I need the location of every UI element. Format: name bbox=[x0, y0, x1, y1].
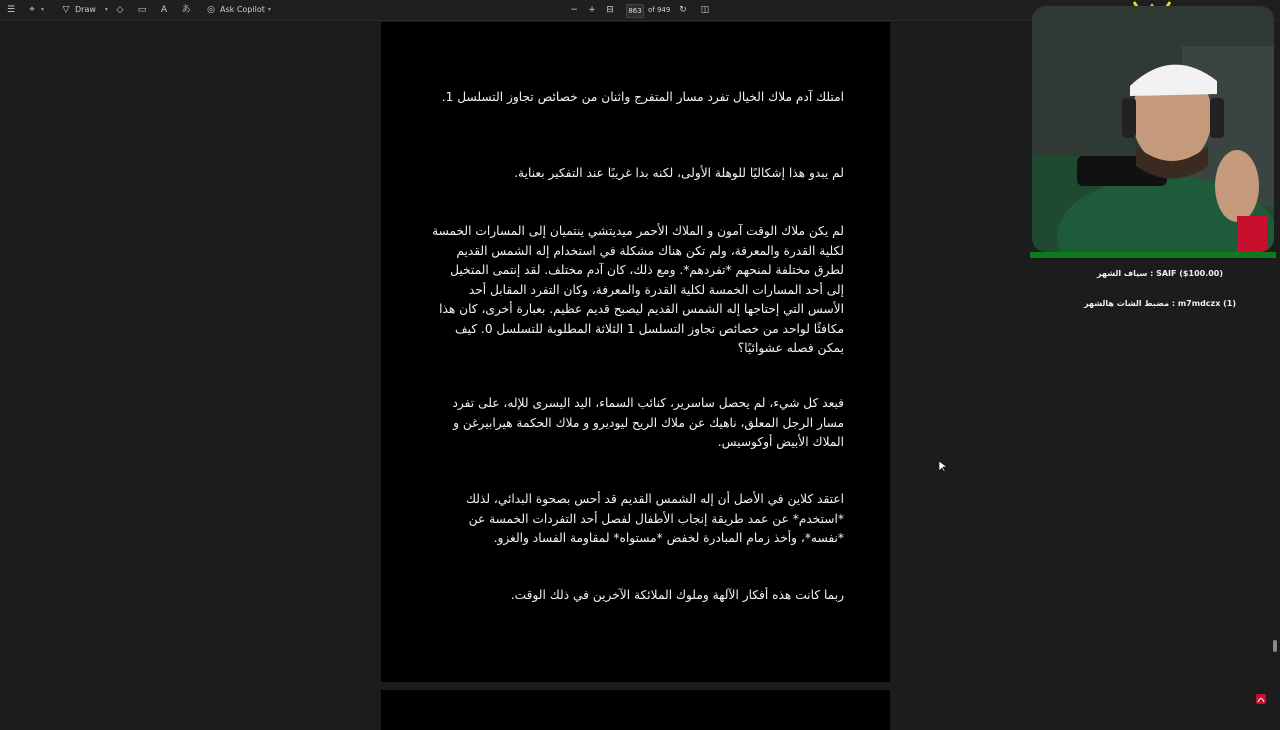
webcam-feed bbox=[1032, 6, 1274, 252]
webcam-frame-bar bbox=[1030, 252, 1276, 258]
mouse-cursor-icon bbox=[939, 461, 947, 473]
translate-button[interactable] bbox=[180, 3, 192, 17]
view-icon: ▭ bbox=[137, 5, 147, 15]
chevron-down-icon: ▾ bbox=[104, 6, 108, 13]
streamer-image bbox=[1032, 6, 1274, 252]
zoom-out-button[interactable] bbox=[568, 3, 580, 17]
draw-label: Draw bbox=[75, 5, 96, 14]
zoom-in-button[interactable] bbox=[586, 3, 598, 17]
plus-icon: + bbox=[588, 5, 596, 15]
paragraph: لم يكن ملاك الوقت آمون و الملاك الأحمر ميديتشي ينتميان إلى المسارات الخمسة لكلية القدرة والمعرفة، ولم تكن هناك مشكلة في استخدام إله الشمس القديم لطرق مختلفة لمنحهم *تفردهم*. ومع ذلك، كان آدم مختلف. لقد إنتمى المتخيل إلى أحد المسارات الخمسة لكلية القدرة والمعرفة، وكان التفرد المقابل أحد الأسس التي إحتاجها إله الشمس القديم ليصبح قديم عظيم. بعبارة أخرى، كان هذا مكافئًا لواحد من خصائص تجاوز التسلسل 1 الثلاثة المطلوبة للتسلسل 0. كيف يمكن فصله عشوائيًا؟ bbox=[432, 224, 844, 355]
pdf-page-next bbox=[381, 690, 890, 730]
highlight-button[interactable] bbox=[26, 3, 44, 17]
ask-copilot-button[interactable] bbox=[205, 3, 271, 17]
ask-copilot-label: Ask Copilot bbox=[220, 5, 265, 14]
fit-icon: ⊟ bbox=[606, 5, 614, 15]
top-chatter-label: m7mdczx (1) : مضبط الشات هالشهر bbox=[1083, 299, 1237, 308]
chevron-down-icon: ▾ bbox=[41, 6, 45, 13]
paragraph: ربما كانت هذه أفكار الآلهة وملوك الملائكة الآخرين في ذلك الوقت. bbox=[510, 588, 844, 602]
copilot-icon: ◎ bbox=[207, 5, 215, 15]
scrollbar-thumb[interactable] bbox=[1273, 640, 1277, 652]
pdf-icon bbox=[1255, 693, 1267, 705]
fit-page-button[interactable] bbox=[604, 3, 616, 17]
pdf-page bbox=[381, 22, 890, 682]
erase-button[interactable] bbox=[114, 3, 126, 17]
read-aloud-button[interactable] bbox=[158, 3, 170, 17]
minus-icon: − bbox=[570, 5, 578, 15]
page-view-button[interactable] bbox=[699, 3, 711, 17]
translate-icon: あ bbox=[181, 5, 191, 15]
highlighter-icon: ⌖ bbox=[29, 5, 35, 15]
paragraph: اعتقد كلاين في الأصل أن إله الشمس القديم قد أحس بصحوة البدائي، لذلك *استخدم* عن عمد طريقة إنجاب الأطفال لفصل أحد التفردات الخمسة عن *نفسه*، وأخذ زمام المبادرة لخفض *مستواه* لمقاومة الفساد والغزو. bbox=[465, 492, 844, 545]
rotate-button[interactable] bbox=[677, 3, 689, 17]
contents-button[interactable] bbox=[5, 3, 17, 17]
paragraph: لم يبدو هذا إشكاليًا للوهلة الأولى، لكنه بدا غريبًا عند التفكير بعناية. bbox=[514, 166, 844, 180]
paragraph: امتلك آدم ملاك الخيال تفرد مسار المتفرج واثنان من خصائص تجاوز التسلسل 1. bbox=[441, 90, 844, 104]
page-total: of 949 bbox=[648, 6, 671, 14]
page-number-input[interactable]: 863 bbox=[626, 4, 644, 18]
pen-icon: ▽ bbox=[62, 5, 70, 15]
draw-button[interactable] bbox=[60, 3, 108, 17]
top-donor-label: SAIF ($100.00) : سياف الشهر bbox=[1096, 269, 1224, 278]
chevron-down-icon: ▾ bbox=[267, 6, 271, 13]
page-view-icon: ◫ bbox=[700, 5, 710, 15]
paragraph: فبعد كل شيء، لم يحصل ساسرير، كنائب السماء، اليد اليسرى للإله، على تفرد مسار الرجل المعلق، ناهيك عن ملاك الريح ليوديرو و ملاك الحكمة هيرابيرغن و الملاك الأبيض أوكوسيس. bbox=[452, 396, 844, 449]
eraser-icon: ◇ bbox=[116, 5, 124, 15]
view-button[interactable] bbox=[136, 3, 148, 17]
read-aloud-icon: A bbox=[160, 5, 168, 15]
list-icon: ☰ bbox=[6, 5, 16, 15]
rotate-icon: ↻ bbox=[679, 5, 687, 15]
